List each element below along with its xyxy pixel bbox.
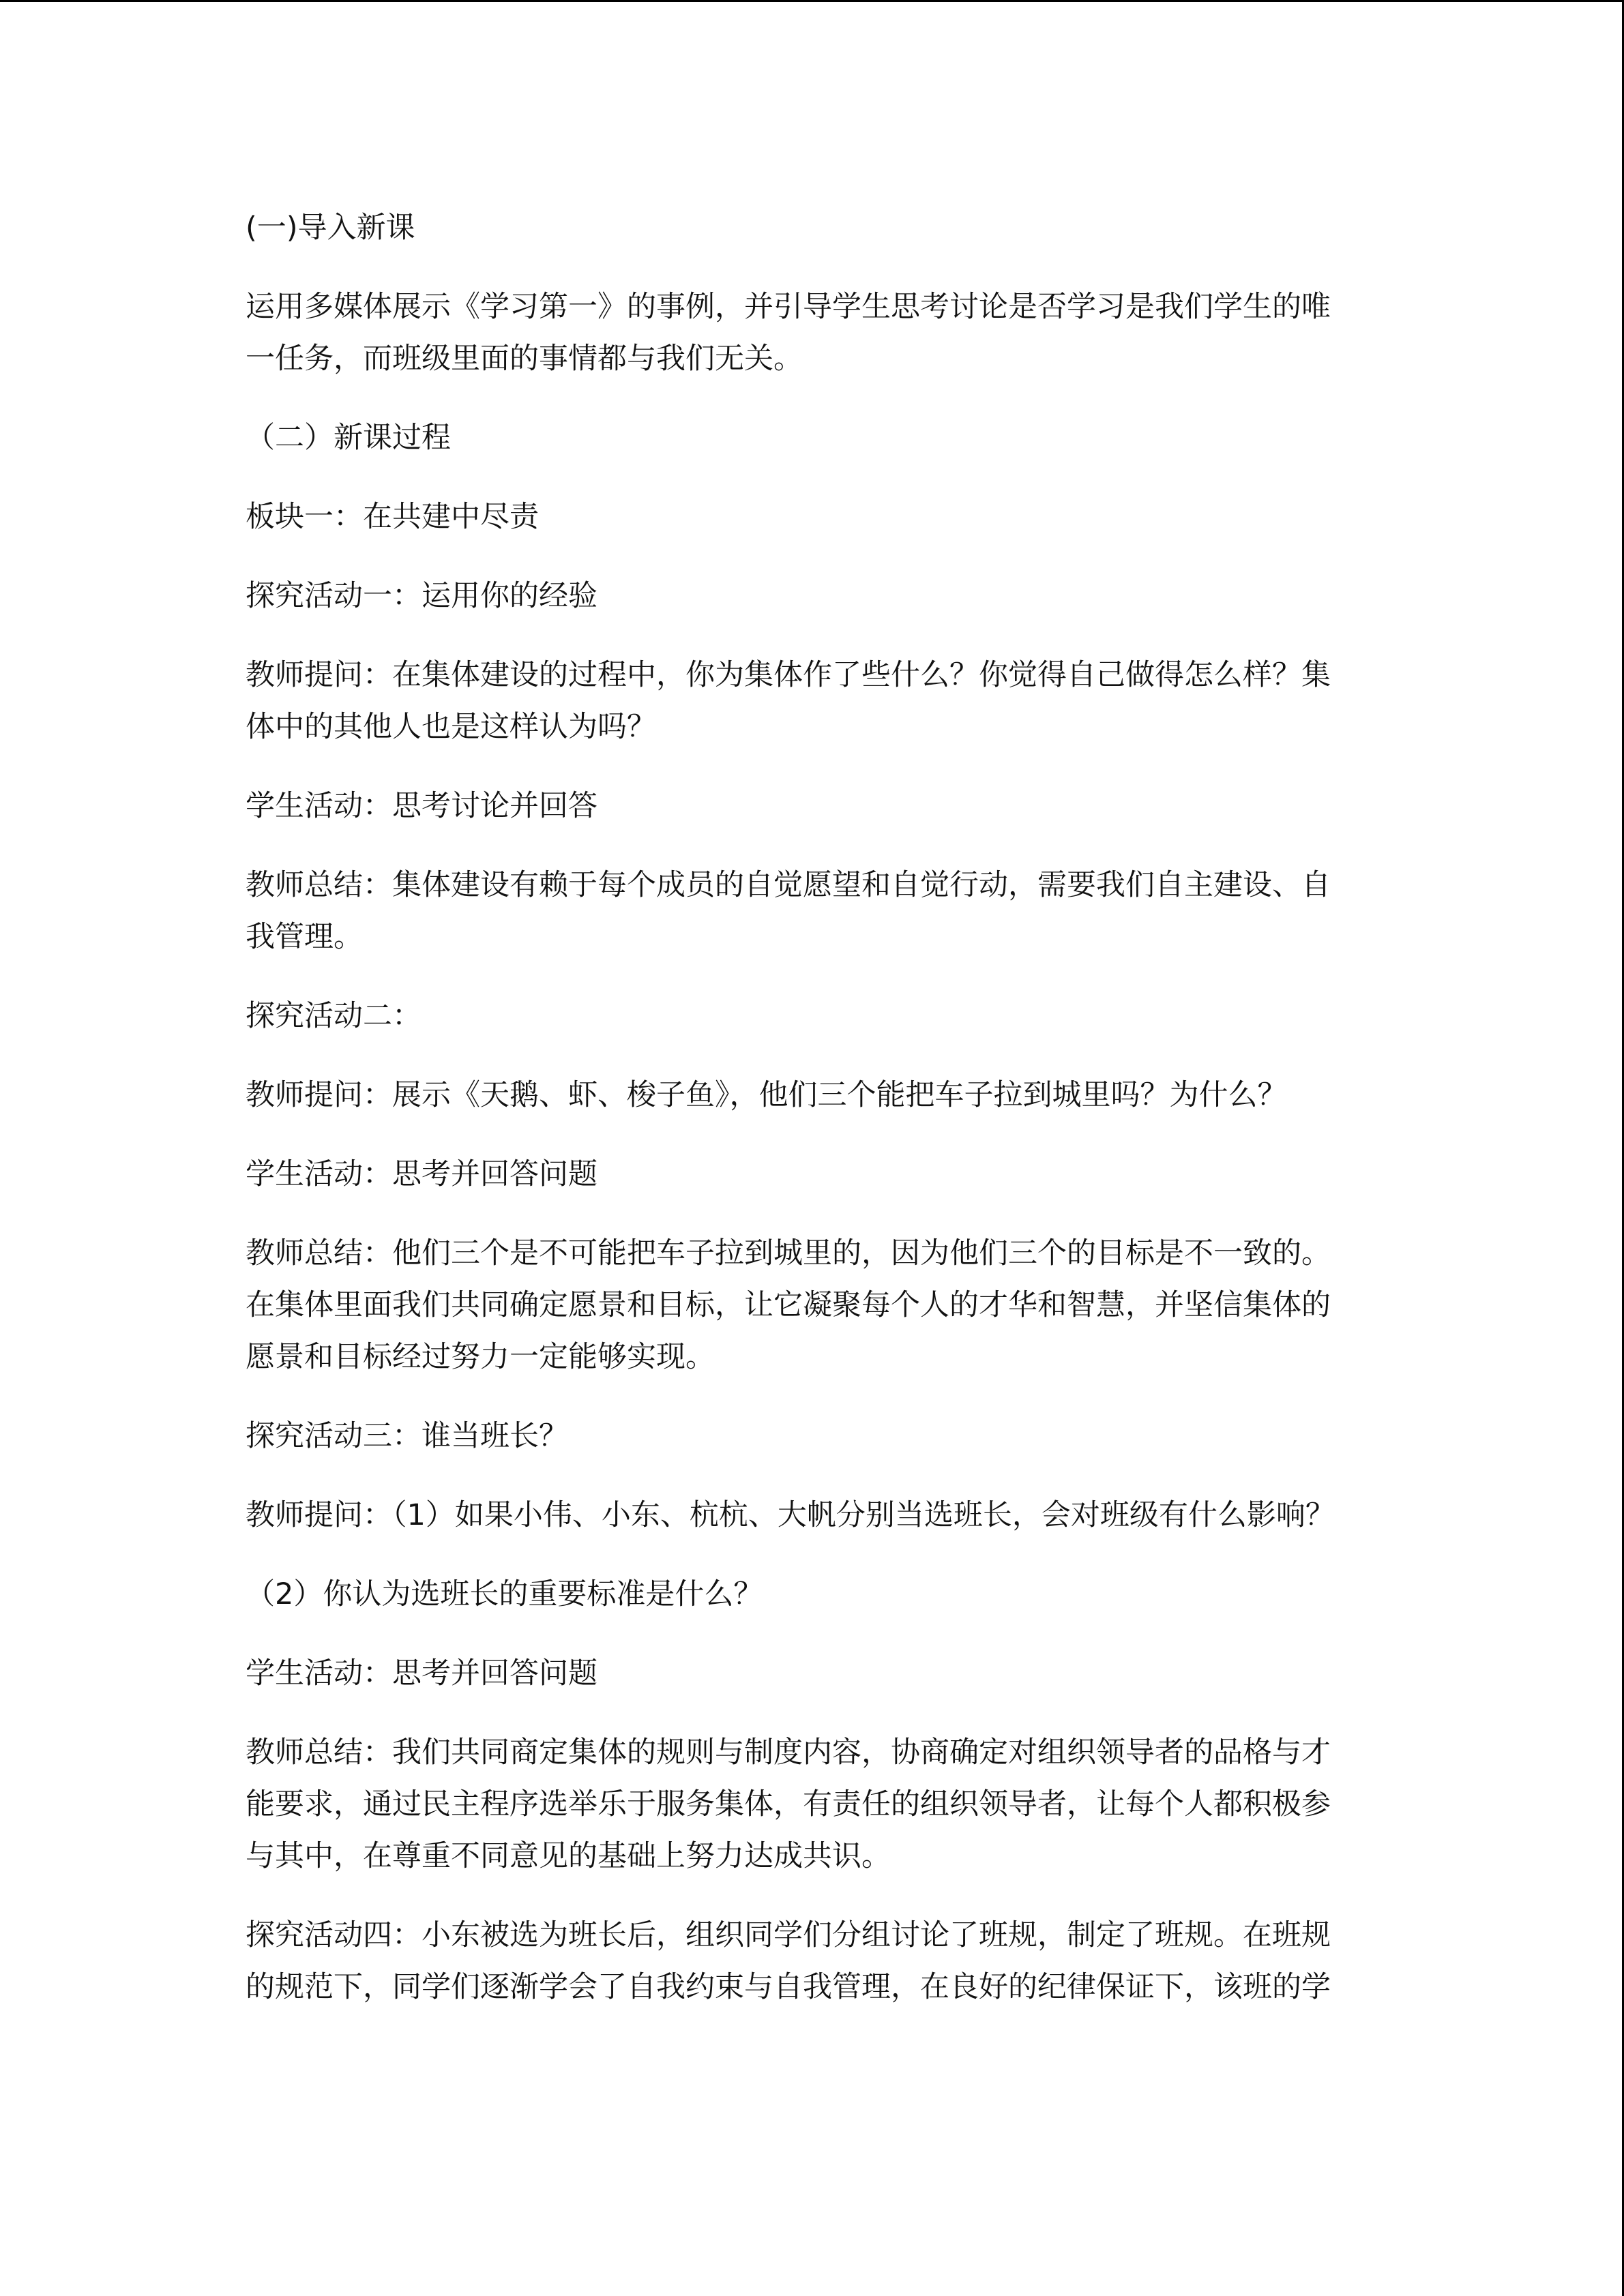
text-line: 在集体里面我们共同确定愿景和目标，让它凝聚每个人的才华和智慧，并坚信集体的: [246, 1288, 1331, 1322]
text-line: 我管理。: [246, 920, 363, 954]
text-line: 教师总结：他们三个是不可能把车子拉到城里的，因为他们三个的目标是不一致的。: [246, 1236, 1331, 1270]
text-line: 学生活动：思考讨论并回答: [246, 789, 597, 823]
paragraph: [246, 649, 1371, 753]
text-line: 学生活动：思考并回答问题: [246, 1656, 597, 1690]
text-line: 能要求，通过民主程序选举乐于服务集体，有责任的组织领导者，让每个人都积极参: [246, 1787, 1331, 1821]
paragraph: [246, 1410, 1371, 1462]
text-line: 一任务，而班级里面的事情都与我们无关。: [246, 342, 803, 376]
paragraph: [246, 1568, 1371, 1620]
paragraph: [246, 1727, 1371, 1882]
paragraph: [246, 491, 1371, 543]
paragraph: [246, 1227, 1371, 1383]
text-line: 愿景和目标经过努力一定能够实现。: [246, 1340, 715, 1374]
text-line: 探究活动一：运用你的经验: [246, 579, 597, 613]
text-line: 与其中，在尊重不同意见的基础上努力达成共识。: [246, 1839, 891, 1873]
paragraph: [246, 281, 1371, 385]
paragraph: [246, 1648, 1371, 1699]
text-line: 教师总结：我们共同商定集体的规则与制度内容，协商确定对组织领导者的品格与才: [246, 1735, 1331, 1770]
paragraph: [246, 1909, 1371, 2013]
text-line: 体中的其他人也是这样认为吗？: [246, 710, 656, 744]
document-body: [246, 202, 1371, 2040]
text-line: 学生活动：思考并回答问题: [246, 1157, 597, 1191]
text-line: （2）你认为选班长的重要标准是什么？: [246, 1577, 763, 1611]
text-line: 板块一：在共建中尽责: [246, 500, 539, 534]
text-line: 探究活动二：: [246, 999, 422, 1033]
paragraph: [246, 990, 1371, 1042]
text-line: 教师提问：在集体建设的过程中，你为集体作了些什么？你觉得自己做得怎么样？集: [246, 658, 1331, 692]
paragraph: [246, 412, 1371, 464]
paragraph: [246, 1148, 1371, 1200]
paragraph: [246, 1489, 1371, 1541]
text-line: 教师提问：展示《天鹅、虾、梭子鱼》，他们三个能把车子拉到城里吗？为什么？: [246, 1078, 1287, 1112]
text-line: 探究活动三：谁当班长？: [246, 1419, 568, 1453]
paragraph: [246, 780, 1371, 832]
text-line: 运用多媒体展示《学习第一》的事例，并引导学生思考讨论是否学习是我们学生的唯: [246, 290, 1331, 324]
text-line: 教师提问：（1）如果小伟、小东、杭杭、大帆分别当选班长，会对班级有什么影响？: [246, 1498, 1335, 1532]
text-line: （二）新课过程: [246, 421, 451, 455]
text-line: 教师总结：集体建设有赖于每个成员的自觉愿望和自觉行动，需要我们自主建设、自: [246, 868, 1331, 902]
paragraph: [246, 570, 1371, 622]
paragraph: [246, 1069, 1371, 1121]
text-line: 的规范下，同学们逐渐学会了自我约束与自我管理，在良好的纪律保证下，该班的学: [246, 1970, 1331, 2004]
paragraph: [246, 859, 1371, 963]
text-line: (一)导入新课: [246, 211, 415, 245]
page-border-top: [0, 0, 1624, 2]
paragraph: [246, 202, 1371, 254]
text-line: 探究活动四：小东被选为班长后，组织同学们分组讨论了班规，制定了班规。在班规: [246, 1918, 1331, 1952]
